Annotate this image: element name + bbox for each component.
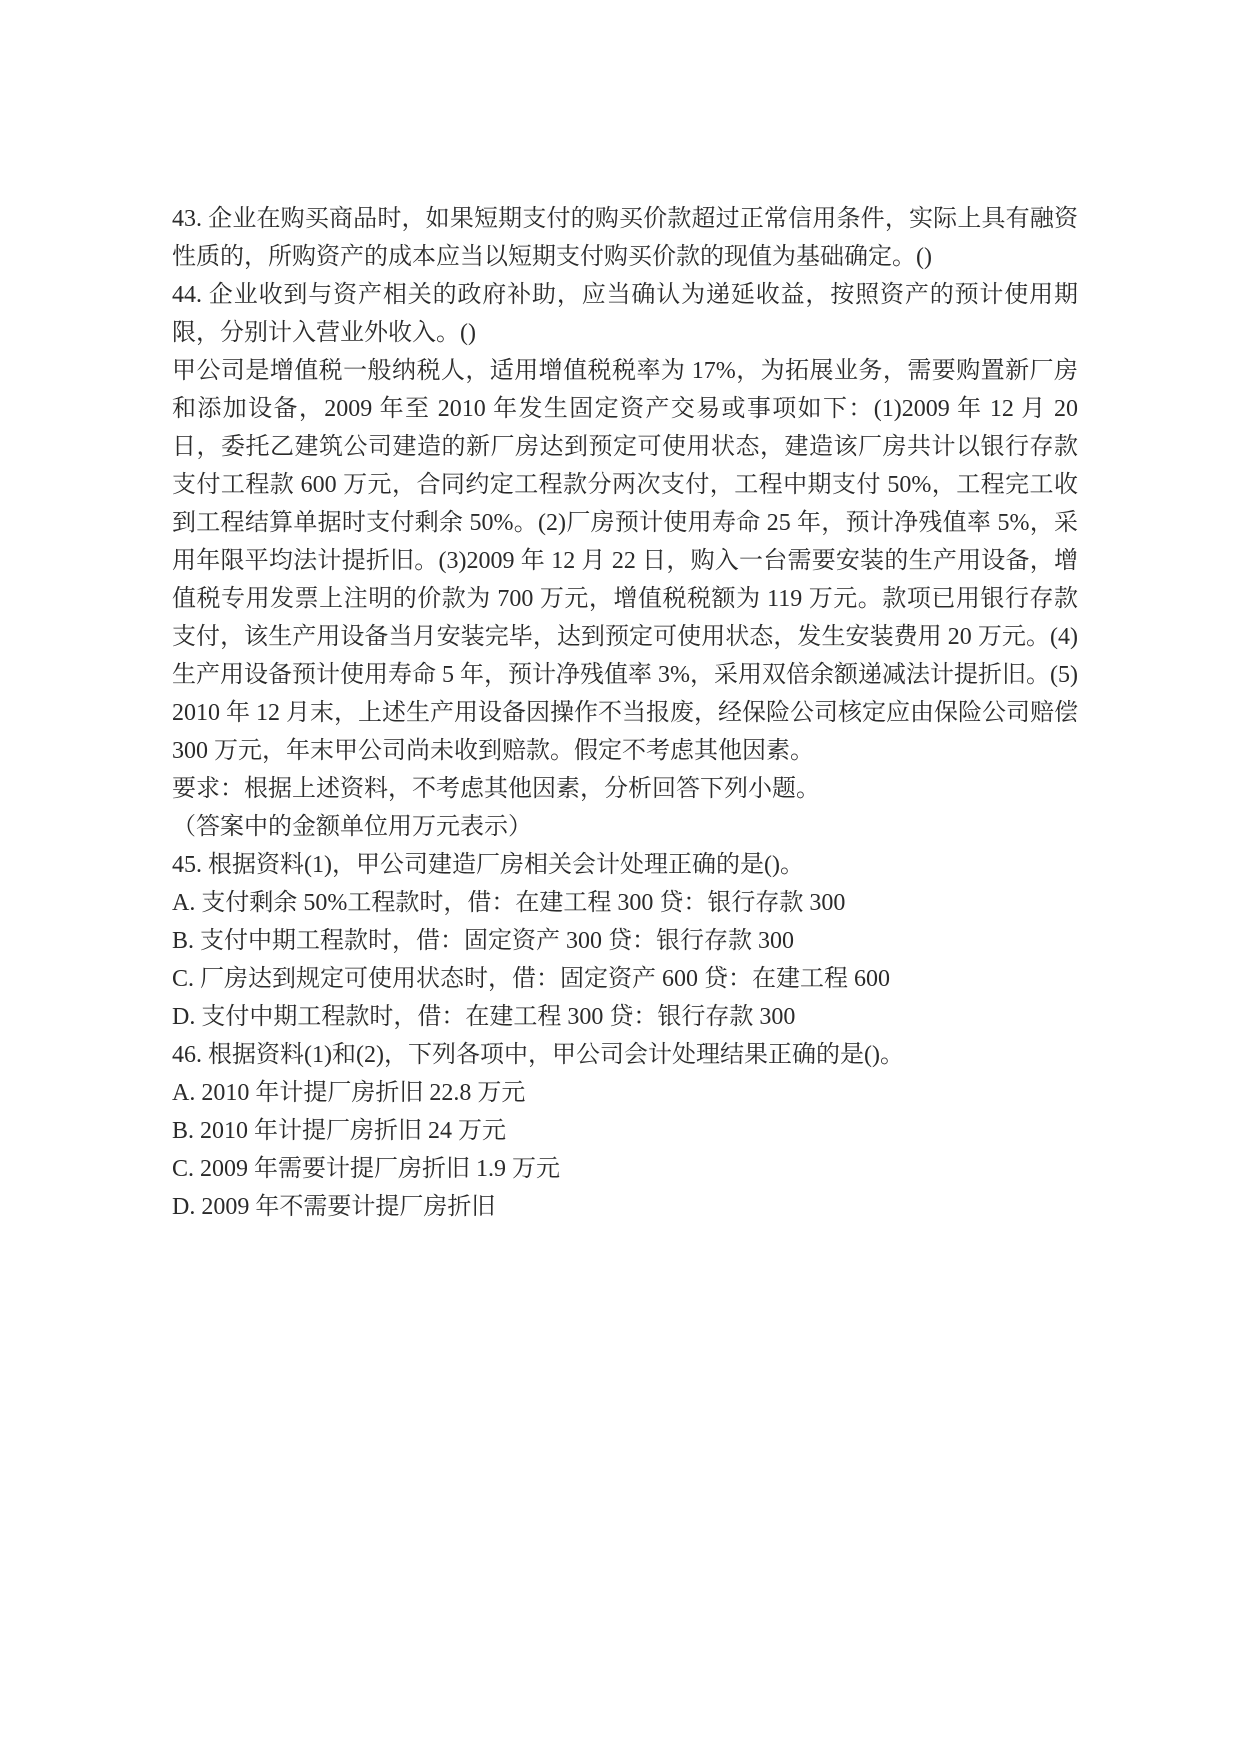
question-45-option-d: D. 支付中期工程款时，借：在建工程 300 贷：银行存款 300	[172, 1004, 796, 1030]
question-45-option-c: C. 厂房达到规定可使用状态时，借：固定资产 600 贷：在建工程 600	[172, 966, 891, 992]
case-background-paragraph: 甲公司是增值税一般纳税人，适用增值税税率为 17%，为拓展业务，需要购置新厂房和添加设备，2009 年至 2010 年发生固定资产交易或事项如下：(1)2009 年 12 月 20 日，委托乙建筑公司建造的新厂房达到预定可使用状态，建造该厂房共计以银行存款支付工程款 600 万元，合同约定工程款分两次支付，工程中期支付 50%，工程完工收到工程结算单据时支付剩余 50%。(2)厂房预计使用寿命 25 年，预计净残值率 5%，采用年限平均法计提折旧。(3)2009 年 12 月 22 日，购入一台需要安装的生产用设备，增值税专用发票上注明的价款为 700 万元，增值税税额为 119 万元。款项已用银行存款支付，该生产用设备当月安装完毕，达到预定可使用状态，发生安装费用 20 万元。(4)生产用设备预计使用寿命 5 年，预计净残值率 3%，采用双倍余额递减法计提折旧。(5)2010 年 12 月末，上述生产用设备因操作不当报废，经保险公司核定应由保险公司赔偿 300 万元，年末甲公司尚未收到赔款。假定不考虑其他因素。	[172, 358, 1078, 764]
question-46-option-d: D. 2009 年不需要计提厂房折旧	[172, 1194, 496, 1220]
case-requirement-line: 要求：根据上述资料，不考虑其他因素，分析回答下列小题。	[172, 776, 820, 802]
question-46-option-c: C. 2009 年需要计提厂房折旧 1.9 万元	[172, 1156, 561, 1182]
question-45-option-a: A. 支付剩余 50%工程款时，借：在建工程 300 贷：银行存款 300	[172, 890, 846, 916]
question-45-stem: 45. 根据资料(1)，甲公司建造厂房相关会计处理正确的是()。	[172, 852, 804, 878]
question-45-option-b: B. 支付中期工程款时，借：固定资产 300 贷：银行存款 300	[172, 928, 795, 954]
question-46-stem: 46. 根据资料(1)和(2)，下列各项中，甲公司会计处理结果正确的是()。	[172, 1042, 904, 1068]
question-46-option-a: A. 2010 年计提厂房折旧 22.8 万元	[172, 1080, 526, 1106]
question-46-option-b: B. 2010 年计提厂房折旧 24 万元	[172, 1118, 507, 1144]
judgment-question-44: 44. 企业收到与资产相关的政府补助，应当确认为递延收益，按照资产的预计使用期限，分别计入营业外收入。()	[172, 282, 1078, 346]
judgment-question-43: 43. 企业在购买商品时，如果短期支付的购买价款超过正常信用条件，实际上具有融资性质的，所购资产的成本应当以短期支付购买价款的现值为基础确定。()	[172, 206, 1078, 270]
case-unit-note-line: （答案中的金额单位用万元表示）	[172, 814, 532, 840]
